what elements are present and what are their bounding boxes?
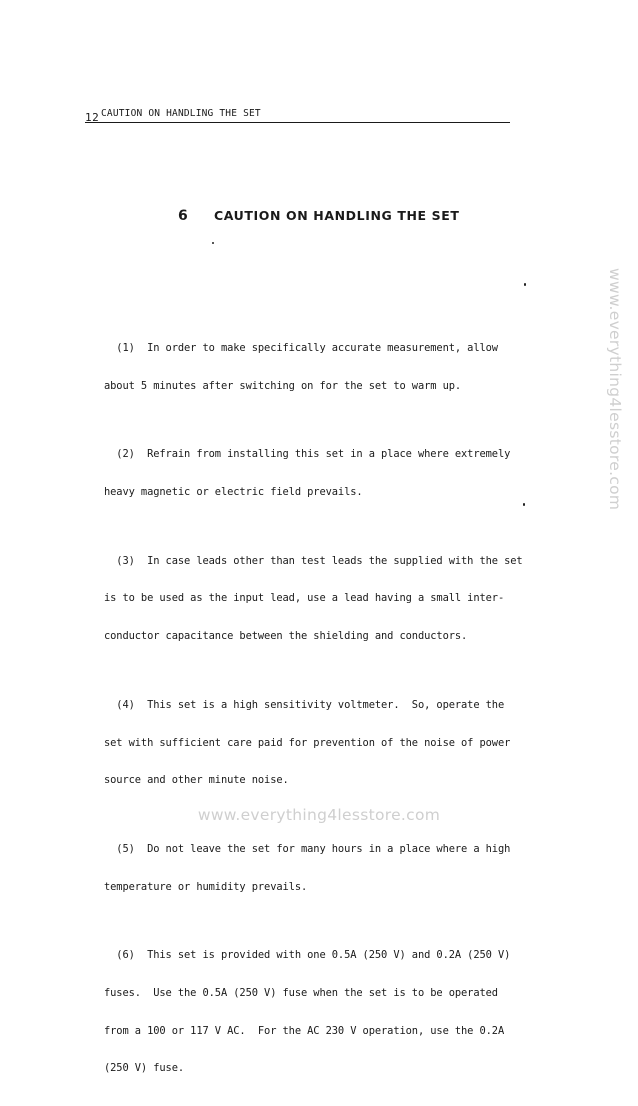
text-line: is to be used as the input lead, use a lead having a small inter-	[104, 592, 505, 605]
text-line: temperature or humidity prevails.	[104, 880, 308, 893]
text-line: from a 100 or 117 V AC. For the AC 230 V operation, use the 0.2A	[104, 1024, 505, 1037]
scan-speck	[212, 242, 214, 244]
watermark-side: www.everything4lesstore.com	[606, 268, 624, 511]
paragraph-6	[104, 924, 524, 1100]
body-text	[104, 317, 524, 1106]
text-line: heavy magnetic or electric field prevails.	[104, 486, 363, 499]
paragraph-1	[104, 317, 524, 418]
text-line: (5) Do not leave the set for many hours in a place where a high	[104, 842, 511, 855]
page-number: 12	[85, 111, 100, 124]
paragraph-5	[104, 818, 524, 919]
text-line: (1) In order to make specifically accurate measurement, allow	[104, 342, 498, 355]
paragraph-2	[104, 423, 524, 524]
watermark-bottom: www.everything4lesstore.com	[197, 806, 441, 824]
chapter-number: 6	[178, 208, 189, 224]
running-header	[85, 108, 510, 123]
text-line: (3) In case leads other than test leads the supplied with the set	[104, 554, 523, 567]
chapter-heading	[178, 208, 459, 224]
scan-speck	[524, 283, 526, 286]
text-line: (250 V) fuse.	[104, 1062, 185, 1075]
text-line: conductor capacitance between the shielding and conductors.	[104, 630, 468, 643]
text-line: fuses. Use the 0.5A (250 V) fuse when the set is to be operated	[104, 986, 498, 999]
scan-speck	[523, 503, 525, 506]
text-line: (4) This set is a high sensitivity voltmeter. So, operate the	[104, 698, 505, 711]
running-title: CAUTION ON HANDLING THE SET	[101, 108, 261, 119]
text-line: (2) Refrain from installing this set in a place where extremely	[104, 448, 511, 461]
paragraph-4	[104, 674, 524, 813]
text-line: (6) This set is provided with one 0.5A (250 V) and 0.2A (250 V)	[104, 949, 511, 961]
text-line: source and other minute noise.	[104, 774, 289, 787]
paragraph-3	[104, 530, 524, 669]
text-line: set with sufficient care paid for prevention of the noise of power	[104, 736, 511, 749]
chapter-title: CAUTION ON HANDLING THE SET	[214, 208, 460, 223]
text-line: about 5 minutes after switching on for the set to warm up.	[104, 379, 462, 392]
